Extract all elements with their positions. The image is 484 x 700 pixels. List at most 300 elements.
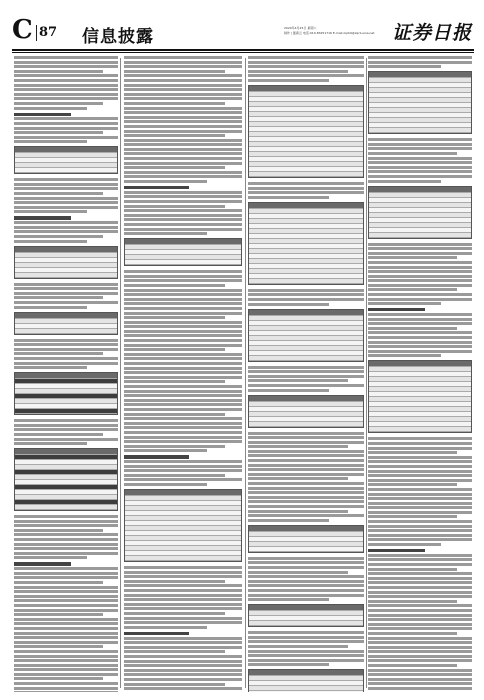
text-line	[368, 175, 472, 178]
text-line	[368, 581, 472, 584]
text-line	[368, 479, 472, 482]
data-table	[14, 312, 118, 335]
text-line	[14, 107, 87, 110]
column-4	[368, 56, 472, 692]
text-line	[248, 575, 364, 578]
text-line	[124, 598, 242, 601]
text-line	[368, 456, 472, 459]
text-line	[124, 673, 242, 676]
text-line	[248, 70, 348, 73]
text-line	[14, 240, 87, 243]
text-line	[124, 152, 242, 155]
text-line	[14, 533, 118, 536]
table-row	[249, 691, 363, 692]
text-line	[14, 292, 118, 295]
text-line	[124, 460, 242, 463]
text-line	[14, 599, 118, 602]
text-line	[124, 84, 242, 87]
text-line	[368, 664, 457, 667]
text-line	[368, 609, 472, 612]
text-line	[124, 316, 225, 319]
table-row	[15, 329, 117, 334]
text-line	[14, 664, 118, 667]
text-line	[248, 366, 364, 369]
text-line	[368, 659, 472, 662]
text-line	[248, 496, 364, 499]
text-line	[124, 641, 242, 644]
text-line	[248, 654, 364, 657]
section-letter: C	[12, 15, 33, 45]
text-line	[14, 567, 118, 570]
text-line	[14, 424, 118, 427]
text-line	[248, 584, 364, 587]
column-divider	[366, 58, 367, 688]
text-line	[124, 79, 242, 82]
text-line	[368, 143, 472, 146]
data-table	[248, 85, 364, 178]
text-line	[248, 491, 364, 494]
text-line	[124, 232, 207, 235]
table-row	[369, 128, 471, 133]
text-line	[368, 460, 472, 463]
text-line	[14, 183, 118, 186]
text-line	[368, 252, 472, 255]
text-line	[248, 631, 364, 634]
text-line	[124, 148, 242, 151]
text-line	[248, 375, 364, 378]
data-table	[248, 309, 364, 362]
text-line	[368, 673, 472, 676]
text-line	[368, 474, 472, 477]
data-table	[248, 202, 364, 285]
text-line	[14, 197, 118, 200]
text-line	[124, 209, 242, 212]
text-line	[14, 283, 118, 286]
text-line	[124, 279, 242, 282]
text-line	[368, 157, 472, 160]
text-line	[14, 65, 118, 68]
text-line	[14, 122, 118, 125]
text-line	[248, 645, 348, 648]
text-line	[368, 341, 472, 344]
text-line	[368, 266, 472, 269]
text-line	[14, 668, 118, 671]
text-line	[14, 352, 103, 355]
data-table	[14, 372, 118, 415]
table-row	[15, 505, 117, 510]
data-table	[368, 360, 472, 433]
text-line	[14, 178, 118, 181]
table-row	[15, 273, 117, 278]
text-line	[368, 442, 472, 445]
text-line	[368, 170, 472, 173]
text-line	[124, 357, 242, 360]
subheading	[124, 186, 189, 189]
text-line	[368, 279, 472, 282]
data-table	[14, 146, 118, 174]
text-line	[124, 120, 242, 123]
text-line	[14, 221, 118, 224]
text-line	[368, 682, 472, 685]
text-line	[124, 469, 242, 472]
text-line	[14, 61, 118, 64]
text-line	[368, 247, 472, 250]
text-line	[124, 440, 242, 443]
text-line	[124, 70, 225, 73]
text-line	[368, 488, 472, 491]
text-line	[124, 107, 242, 110]
text-line	[124, 116, 242, 119]
text-line	[124, 385, 242, 388]
text-line	[14, 348, 118, 351]
text-line	[14, 515, 118, 518]
text-line	[368, 538, 472, 541]
text-line	[124, 669, 242, 672]
text-line	[14, 56, 118, 59]
text-line	[248, 473, 364, 476]
text-line	[124, 139, 242, 142]
text-line	[14, 687, 118, 690]
text-line	[248, 191, 364, 194]
text-line	[248, 61, 364, 64]
data-table	[248, 395, 364, 428]
text-line	[14, 524, 118, 527]
subheading	[368, 308, 425, 311]
text-line	[14, 117, 118, 120]
newspaper-logo: 证券日报	[391, 22, 472, 44]
text-line	[124, 426, 242, 429]
text-line	[368, 318, 472, 321]
data-table	[248, 604, 364, 627]
text-line	[14, 102, 103, 105]
text-line	[14, 187, 118, 190]
data-table	[124, 238, 242, 266]
text-line	[368, 586, 472, 589]
text-line	[124, 646, 242, 649]
text-line	[124, 218, 242, 221]
text-line	[248, 514, 364, 517]
text-line	[124, 284, 225, 287]
text-line	[14, 79, 118, 82]
table-row	[369, 233, 471, 238]
text-line	[124, 621, 242, 624]
text-line	[124, 367, 242, 370]
text-line	[368, 568, 457, 571]
text-line	[248, 589, 364, 592]
text-line	[14, 645, 103, 648]
text-line	[14, 140, 87, 143]
text-line	[368, 61, 472, 64]
text-line	[248, 74, 364, 77]
text-line	[124, 617, 242, 620]
text-line	[124, 353, 242, 356]
table-row	[15, 409, 117, 414]
text-line	[124, 88, 242, 91]
text-line	[368, 354, 441, 357]
column-1	[14, 56, 118, 692]
text-line	[14, 655, 118, 658]
text-line	[14, 433, 103, 436]
text-line	[14, 419, 118, 422]
text-line	[248, 477, 348, 480]
text-line	[368, 506, 472, 509]
text-line	[368, 161, 472, 164]
text-line	[124, 394, 242, 397]
text-line	[368, 313, 472, 316]
text-line	[14, 627, 118, 630]
text-line	[368, 511, 472, 514]
text-line	[14, 127, 118, 130]
text-line	[368, 327, 457, 330]
text-line	[14, 641, 118, 644]
text-line	[124, 575, 242, 578]
text-line	[14, 428, 118, 431]
table-row	[125, 260, 241, 265]
text-line	[14, 543, 118, 546]
text-line	[14, 572, 118, 575]
text-line	[14, 93, 118, 96]
data-table	[248, 669, 364, 692]
text-line	[14, 210, 87, 213]
text-line	[124, 166, 225, 169]
text-line	[124, 390, 242, 393]
text-line	[14, 301, 118, 304]
text-line	[368, 270, 472, 273]
text-line	[248, 303, 329, 306]
data-table	[14, 448, 118, 511]
text-line	[14, 97, 118, 100]
text-line	[124, 637, 242, 640]
text-line	[124, 403, 242, 406]
text-line	[368, 152, 457, 155]
text-line	[368, 180, 441, 183]
text-line	[14, 438, 118, 441]
text-line	[248, 454, 364, 457]
text-line	[368, 627, 472, 630]
column-divider	[245, 58, 246, 688]
table-row	[249, 279, 363, 284]
text-line	[124, 275, 242, 278]
text-line	[248, 561, 364, 564]
text-line	[14, 296, 103, 299]
text-line	[124, 449, 207, 452]
text-line	[124, 650, 225, 653]
section-title: 信息披露	[82, 27, 154, 47]
data-table	[124, 489, 242, 562]
text-line	[368, 687, 472, 690]
text-line	[368, 595, 472, 598]
text-line	[14, 595, 118, 598]
text-line	[124, 603, 242, 606]
text-line	[368, 493, 472, 496]
text-line	[248, 566, 364, 569]
text-line	[14, 650, 118, 653]
text-line	[14, 192, 103, 195]
text-line	[124, 157, 242, 160]
text-line	[248, 650, 364, 653]
text-line	[368, 345, 472, 348]
text-line	[14, 618, 118, 621]
text-line	[14, 586, 118, 589]
text-line	[124, 626, 207, 629]
text-line	[248, 459, 364, 462]
text-line	[124, 376, 242, 379]
text-line	[248, 370, 364, 373]
text-line	[368, 336, 472, 339]
text-line	[14, 287, 118, 290]
text-line	[248, 557, 364, 560]
text-line	[368, 243, 472, 246]
subheading	[14, 562, 71, 565]
text-line	[368, 497, 472, 500]
text-line	[124, 371, 242, 374]
subheading	[14, 113, 71, 116]
text-line	[124, 162, 242, 165]
text-line	[124, 413, 225, 416]
text-line	[124, 312, 242, 315]
text-line	[368, 470, 472, 473]
text-line	[14, 88, 118, 91]
text-line	[368, 543, 441, 546]
text-line	[248, 594, 364, 597]
text-line	[14, 235, 103, 238]
text-line	[368, 138, 472, 141]
text-line	[124, 607, 242, 610]
text-line	[368, 331, 472, 334]
text-line	[248, 505, 364, 508]
text-line	[124, 580, 225, 583]
text-line	[248, 384, 364, 387]
text-line	[124, 228, 242, 231]
text-line	[124, 417, 242, 420]
text-line	[124, 362, 242, 365]
text-line	[124, 200, 242, 203]
text-line	[124, 171, 242, 174]
text-line	[248, 468, 364, 471]
text-line	[124, 584, 242, 587]
text-line	[368, 650, 472, 653]
masthead	[12, 15, 474, 47]
text-line	[368, 350, 472, 353]
text-line	[368, 520, 472, 523]
text-line	[368, 451, 457, 454]
text-line	[124, 61, 242, 64]
text-line	[248, 598, 329, 601]
text-line	[368, 288, 457, 291]
text-line	[14, 556, 87, 559]
text-line	[368, 525, 472, 528]
subheading	[14, 216, 71, 219]
text-line	[248, 580, 364, 583]
text-line	[248, 432, 364, 435]
text-line	[368, 322, 472, 325]
text-line	[368, 577, 472, 580]
text-line	[14, 84, 118, 87]
text-line	[124, 180, 207, 183]
text-line	[248, 487, 364, 490]
data-table	[368, 71, 472, 134]
text-line	[124, 325, 242, 328]
text-line	[248, 293, 364, 296]
table-row	[249, 547, 363, 552]
text-line	[248, 298, 364, 301]
text-line	[124, 289, 242, 292]
text-line	[368, 623, 472, 626]
text-line	[124, 223, 242, 226]
text-line	[124, 205, 225, 208]
text-line	[14, 590, 118, 593]
table-row	[249, 172, 363, 177]
text-line	[368, 600, 457, 603]
text-line	[124, 660, 242, 663]
table-row	[369, 427, 471, 432]
text-line	[14, 201, 118, 204]
text-line	[248, 65, 364, 68]
text-line	[14, 581, 103, 584]
data-table	[368, 186, 472, 239]
text-line	[248, 445, 348, 448]
text-line	[124, 214, 242, 217]
text-line	[368, 618, 472, 621]
text-line	[124, 408, 242, 411]
text-line	[124, 74, 242, 77]
text-line	[124, 465, 242, 468]
text-line	[124, 664, 242, 667]
text-line	[368, 502, 472, 505]
text-line	[14, 529, 103, 532]
text-line	[124, 125, 242, 128]
text-line	[14, 442, 87, 445]
text-line	[368, 437, 472, 440]
text-line	[124, 130, 242, 133]
text-line	[124, 111, 242, 114]
text-line	[124, 589, 242, 592]
text-line	[124, 321, 242, 324]
text-line	[368, 655, 472, 658]
text-line	[248, 379, 348, 382]
text-line	[124, 270, 242, 273]
text-line	[248, 464, 364, 467]
text-line	[124, 380, 225, 383]
table-row	[125, 556, 241, 561]
text-line	[124, 307, 242, 310]
table-row	[249, 621, 363, 626]
text-line	[368, 465, 472, 468]
text-line	[368, 447, 472, 450]
text-line	[124, 334, 242, 337]
text-line	[368, 65, 441, 68]
text-line	[124, 436, 242, 439]
text-line	[248, 79, 329, 82]
text-line	[124, 191, 242, 194]
text-line	[368, 166, 472, 169]
text-line	[124, 687, 242, 690]
text-line	[248, 519, 329, 522]
text-line	[14, 604, 118, 607]
text-line	[124, 478, 242, 481]
text-line	[368, 302, 441, 305]
text-line	[248, 640, 364, 643]
text-line	[14, 682, 118, 685]
data-table	[248, 525, 364, 553]
text-line	[124, 339, 242, 342]
text-line	[248, 389, 329, 392]
text-line	[124, 293, 242, 296]
text-line	[14, 230, 118, 233]
text-line	[124, 134, 225, 137]
page-number: 87	[36, 25, 57, 41]
text-line	[368, 284, 472, 287]
